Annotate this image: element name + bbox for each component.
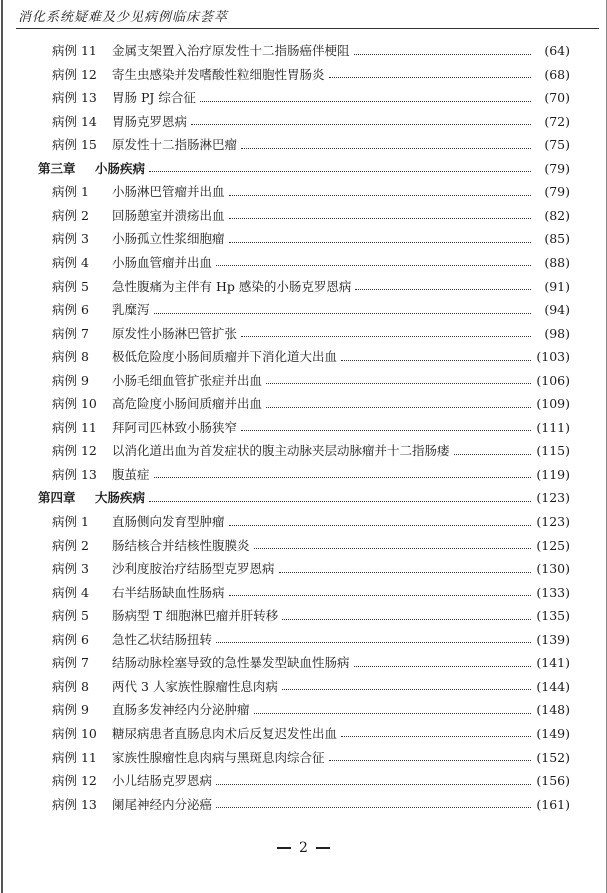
dot-leader — [154, 313, 531, 314]
case-title: 肠病型 T 细胞淋巴瘤并肝转移 — [112, 608, 279, 624]
page-ref: (106) — [536, 372, 570, 388]
page-ref: (144) — [536, 678, 570, 694]
case-title: 高危险度小肠间质瘤并出血 — [112, 396, 263, 412]
entry-title-wrap — [95, 158, 535, 180]
case-title: 肠结核合并结核性腹膜炎 — [112, 537, 250, 553]
page-ref: (79) — [544, 160, 570, 176]
page-ref: (103) — [536, 349, 570, 365]
entry-title-wrap — [112, 134, 535, 156]
entry-title-wrap — [112, 511, 535, 533]
page-ref: (135) — [536, 608, 570, 624]
case-number: 病例 12 — [52, 443, 97, 459]
page-ref: (82) — [544, 207, 570, 223]
toc-entry-row[interactable] — [0, 299, 607, 321]
footer-dash-right — [316, 847, 330, 849]
toc-entry-row[interactable] — [0, 794, 607, 816]
page-ref: (79) — [544, 184, 570, 200]
dot-leader — [254, 713, 531, 714]
entry-title-wrap — [112, 629, 535, 651]
toc-entry-row[interactable] — [0, 747, 607, 769]
toc-entry-row[interactable] — [0, 535, 607, 557]
entry-title-wrap — [112, 440, 535, 462]
toc-entry-row[interactable] — [0, 252, 607, 274]
dot-leader — [229, 218, 531, 219]
entry-title-wrap — [112, 770, 535, 792]
entry-title-wrap — [112, 111, 535, 133]
dot-leader — [266, 383, 531, 384]
dot-leader — [254, 548, 531, 549]
toc-entry-row[interactable] — [0, 87, 607, 109]
dot-leader — [354, 666, 531, 667]
toc-entry-row[interactable] — [0, 464, 607, 486]
dot-leader — [282, 689, 531, 690]
dot-leader — [241, 336, 531, 337]
toc-entry-row[interactable] — [0, 228, 607, 250]
page-ref: (85) — [544, 231, 570, 247]
dot-leader — [229, 195, 531, 196]
chapter-title: 小肠疾病 — [95, 160, 146, 176]
case-number: 病例 5 — [52, 278, 89, 294]
entry-title-wrap — [112, 205, 535, 227]
toc-entry-row[interactable] — [0, 440, 607, 462]
dot-leader — [229, 525, 531, 526]
page-ref: (115) — [536, 443, 570, 459]
case-number: 病例 6 — [52, 631, 89, 647]
toc-chapter-row[interactable] — [0, 487, 607, 509]
page-ref: (141) — [536, 655, 570, 671]
chapter-number: 第四章 — [38, 490, 76, 506]
page-ref: (98) — [544, 325, 570, 341]
case-title: 原发性小肠淋巴管扩张 — [112, 325, 238, 341]
dot-leader — [329, 760, 531, 761]
dot-leader — [229, 242, 531, 243]
entry-title-wrap — [95, 487, 535, 509]
dot-leader — [200, 101, 531, 102]
entry-title-wrap — [112, 723, 535, 745]
dot-leader — [241, 430, 531, 431]
case-title: 寄生虫感染并发嗜酸性粒细胞性胃肠炎 — [112, 66, 325, 82]
case-number: 病例 4 — [52, 584, 89, 600]
case-number: 病例 9 — [52, 372, 89, 388]
case-number: 病例 8 — [52, 349, 89, 365]
toc-entry-row[interactable] — [0, 511, 607, 533]
case-title: 直肠多发神经内分泌肿瘤 — [112, 702, 250, 718]
case-title: 乳糜泻 — [112, 302, 150, 318]
case-number: 病例 13 — [52, 466, 97, 482]
page-ref: (123) — [536, 514, 570, 529]
toc-entry-row[interactable] — [0, 323, 607, 345]
case-title: 急性腹痛为主伴有 Hp 感染的小肠克罗恩病 — [112, 278, 352, 294]
entry-title-wrap — [112, 747, 535, 769]
case-title: 以消化道出血为首发症状的腹主动脉夹层动脉瘤并十二指肠瘘 — [112, 443, 450, 459]
case-number: 病例 5 — [52, 608, 89, 624]
dot-leader — [216, 642, 531, 643]
page-ref: (123) — [536, 490, 570, 506]
page-ref: (70) — [544, 90, 570, 106]
entry-title-wrap — [112, 393, 535, 415]
case-number: 病例 2 — [52, 537, 89, 553]
page-ref: (130) — [536, 561, 570, 577]
page-ref: (125) — [536, 537, 570, 553]
page-ref: (68) — [544, 66, 570, 82]
page-ref: (109) — [536, 396, 570, 412]
case-title: 小儿结肠克罗恩病 — [112, 773, 213, 789]
case-number: 病例 11 — [52, 43, 97, 58]
dot-leader — [329, 77, 531, 78]
case-number: 病例 1 — [52, 514, 89, 529]
case-title: 胃肠 PJ 综合征 — [112, 90, 196, 106]
dot-leader — [191, 124, 531, 125]
page-ref: (148) — [536, 702, 570, 718]
toc-entry-row[interactable] — [0, 723, 607, 745]
toc-entry-row[interactable] — [0, 134, 607, 156]
running-header: 消化系统疑难及少见病例临床荟萃 — [18, 10, 229, 25]
entry-title-wrap — [112, 323, 535, 345]
page-ref: (64) — [544, 43, 570, 58]
dot-leader — [216, 784, 531, 785]
page-ref: (91) — [544, 278, 570, 294]
case-title: 家族性腺瘤性息肉病与黑斑息肉综合征 — [112, 749, 325, 765]
case-number: 病例 12 — [52, 773, 97, 789]
entry-title-wrap — [112, 676, 535, 698]
page-ref: (94) — [544, 302, 570, 318]
entry-title-wrap — [112, 299, 535, 321]
toc-entry-row[interactable] — [0, 417, 607, 439]
case-number: 病例 3 — [52, 561, 89, 577]
page-ref: (72) — [544, 113, 570, 129]
dot-leader — [154, 477, 531, 478]
dot-leader — [229, 595, 531, 596]
case-number: 病例 10 — [52, 396, 97, 412]
case-number: 病例 12 — [52, 66, 97, 82]
dot-leader — [282, 619, 531, 620]
toc-entry-row[interactable] — [0, 652, 607, 674]
case-title: 直肠侧向发育型肿瘤 — [112, 514, 225, 529]
entry-title-wrap — [112, 228, 535, 250]
entry-title-wrap — [112, 64, 535, 86]
entry-title-wrap — [112, 370, 535, 392]
toc-entry-row[interactable] — [0, 276, 607, 298]
page-number: 2 — [299, 840, 308, 856]
case-title: 原发性十二指肠淋巴瘤 — [112, 137, 238, 153]
dot-leader — [354, 54, 531, 55]
dot-leader — [355, 289, 531, 290]
entry-title-wrap — [112, 417, 535, 439]
case-number: 病例 2 — [52, 207, 89, 223]
entry-title-wrap — [112, 346, 535, 368]
case-title: 回肠憩室并溃疡出血 — [112, 207, 225, 223]
entry-title-wrap — [112, 87, 535, 109]
page-ref: (88) — [544, 254, 570, 270]
entry-title-wrap — [112, 535, 535, 557]
case-title: 沙利度胺治疗结肠型克罗恩病 — [112, 561, 275, 577]
case-title: 小肠淋巴管瘤并出血 — [112, 184, 225, 200]
entry-title-wrap — [112, 276, 535, 298]
case-number: 病例 7 — [52, 325, 89, 341]
page-ref: (111) — [536, 419, 570, 435]
toc-entry-row[interactable] — [0, 205, 607, 227]
entry-title-wrap — [112, 699, 535, 721]
dot-leader — [266, 407, 531, 408]
case-number: 病例 15 — [52, 137, 97, 153]
toc-entry-row[interactable] — [0, 111, 607, 133]
chapter-title: 大肠疾病 — [95, 490, 146, 506]
entry-title-wrap — [112, 605, 535, 627]
case-title: 结肠动脉栓塞导致的急性暴发型缺血性肠病 — [112, 655, 350, 671]
case-title: 金属支架置入治疗原发性十二指肠癌伴梗阻 — [112, 43, 350, 58]
case-number: 病例 7 — [52, 655, 89, 671]
page-footer — [0, 840, 607, 856]
case-title: 极低危险度小肠间质瘤并下消化道大出血 — [112, 349, 338, 365]
toc-entry-row[interactable] — [0, 605, 607, 627]
toc-entry-row[interactable] — [0, 770, 607, 792]
case-title: 阑尾神经内分泌癌 — [112, 796, 213, 812]
dot-leader — [216, 807, 531, 808]
case-number: 病例 8 — [52, 678, 89, 694]
page-ref: (161) — [536, 796, 570, 812]
dot-leader — [454, 454, 531, 455]
toc-entry-row[interactable] — [0, 393, 607, 415]
toc-entry-row[interactable] — [0, 40, 607, 62]
case-title: 小肠孤立性浆细胞瘤 — [112, 231, 225, 247]
page-ref: (75) — [544, 137, 570, 153]
toc-entry-row[interactable] — [0, 346, 607, 368]
page-ref: (149) — [536, 725, 570, 741]
case-number: 病例 1 — [52, 184, 89, 200]
case-title: 糖尿病患者直肠息肉术后反复迟发性出血 — [112, 725, 338, 741]
dot-leader — [279, 572, 531, 573]
entry-title-wrap — [112, 652, 535, 674]
case-number: 病例 11 — [52, 419, 97, 435]
page-ref: (119) — [536, 466, 570, 482]
footer-dash-left — [277, 847, 291, 849]
case-title: 急性乙状结肠扭转 — [112, 631, 213, 647]
chapter-number: 第三章 — [38, 160, 76, 176]
case-title: 小肠毛细血管扩张症并出血 — [112, 372, 263, 388]
entry-title-wrap — [112, 794, 535, 816]
page-ref: (152) — [536, 749, 570, 765]
entry-title-wrap — [112, 558, 535, 580]
case-number: 病例 6 — [52, 302, 89, 318]
case-number: 病例 4 — [52, 254, 89, 270]
toc-entry-row[interactable] — [0, 676, 607, 698]
dot-leader — [341, 736, 531, 737]
case-number: 病例 13 — [52, 796, 97, 812]
toc-entry-row[interactable] — [0, 558, 607, 580]
header-rule — [16, 28, 599, 29]
entry-title-wrap — [112, 464, 535, 486]
case-title: 胃肠克罗恩病 — [112, 113, 188, 129]
dot-leader — [216, 265, 531, 266]
entry-title-wrap — [112, 181, 535, 203]
dot-leader — [149, 501, 531, 502]
case-title: 腹茧症 — [112, 466, 150, 482]
entry-title-wrap — [112, 40, 535, 62]
case-number: 病例 14 — [52, 113, 97, 129]
toc-entry-row[interactable] — [0, 64, 607, 86]
toc-chapter-row[interactable] — [0, 158, 607, 180]
toc-entry-row[interactable] — [0, 181, 607, 203]
case-title: 拜阿司匹林致小肠狭窄 — [112, 419, 238, 435]
case-title: 两代 3 人家族性腺瘤性息肉病 — [112, 678, 278, 694]
entry-title-wrap — [112, 252, 535, 274]
toc-entry-row[interactable] — [0, 370, 607, 392]
toc-entry-row[interactable] — [0, 629, 607, 651]
case-number: 病例 3 — [52, 231, 89, 247]
case-title: 右半结肠缺血性肠病 — [112, 584, 225, 600]
page-ref: (139) — [536, 631, 570, 647]
toc-entry-row[interactable] — [0, 582, 607, 604]
case-number: 病例 13 — [52, 90, 97, 106]
case-number: 病例 9 — [52, 702, 89, 718]
entry-title-wrap — [112, 582, 535, 604]
page-ref: (156) — [536, 773, 570, 789]
dot-leader — [341, 360, 531, 361]
toc-entry-row[interactable] — [0, 699, 607, 721]
case-number: 病例 10 — [52, 725, 97, 741]
dot-leader — [149, 171, 531, 172]
page-ref: (133) — [536, 584, 570, 600]
dot-leader — [241, 148, 531, 149]
case-title: 小肠血管瘤并出血 — [112, 254, 213, 270]
case-number: 病例 11 — [52, 749, 97, 765]
